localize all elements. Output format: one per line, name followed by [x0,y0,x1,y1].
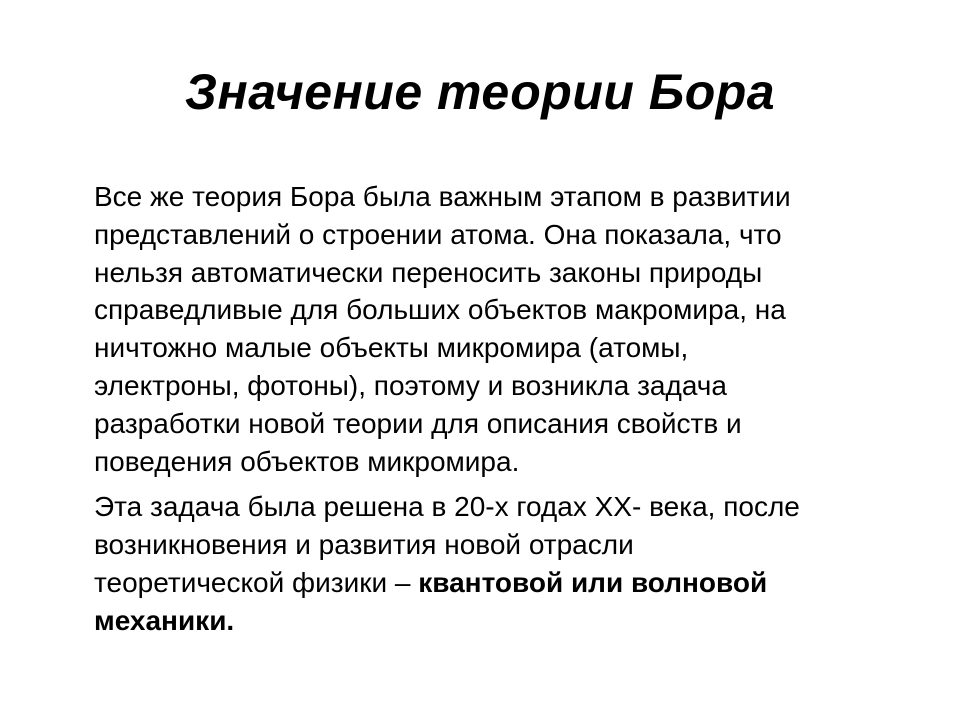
paragraph-bohr-theory-significance: Все же теория Бора была важным этапом в развитии представлений о строении атома. Она показала, что нельзя автоматически переносить законы природы справедливые для больших объектов макромира, на ничтожно малые объекты микромира (атомы, электроны, фотоны), поэтому и возникла задача разработки новой теории для описания свойств и поведения объектов микромира. [94,181,791,477]
paragraph-text: Эта задача была решена в 20-х годах XX- века, после возникновения и развития новой отрасли теоретической физики – [94,491,800,598]
paragraph-quantum-mechanics [94,488,894,639]
emphasized-term: квантовой или волновой механики. [94,566,768,636]
slide-body [94,178,894,648]
slide-title: Значение теории Бора [184,64,776,120]
